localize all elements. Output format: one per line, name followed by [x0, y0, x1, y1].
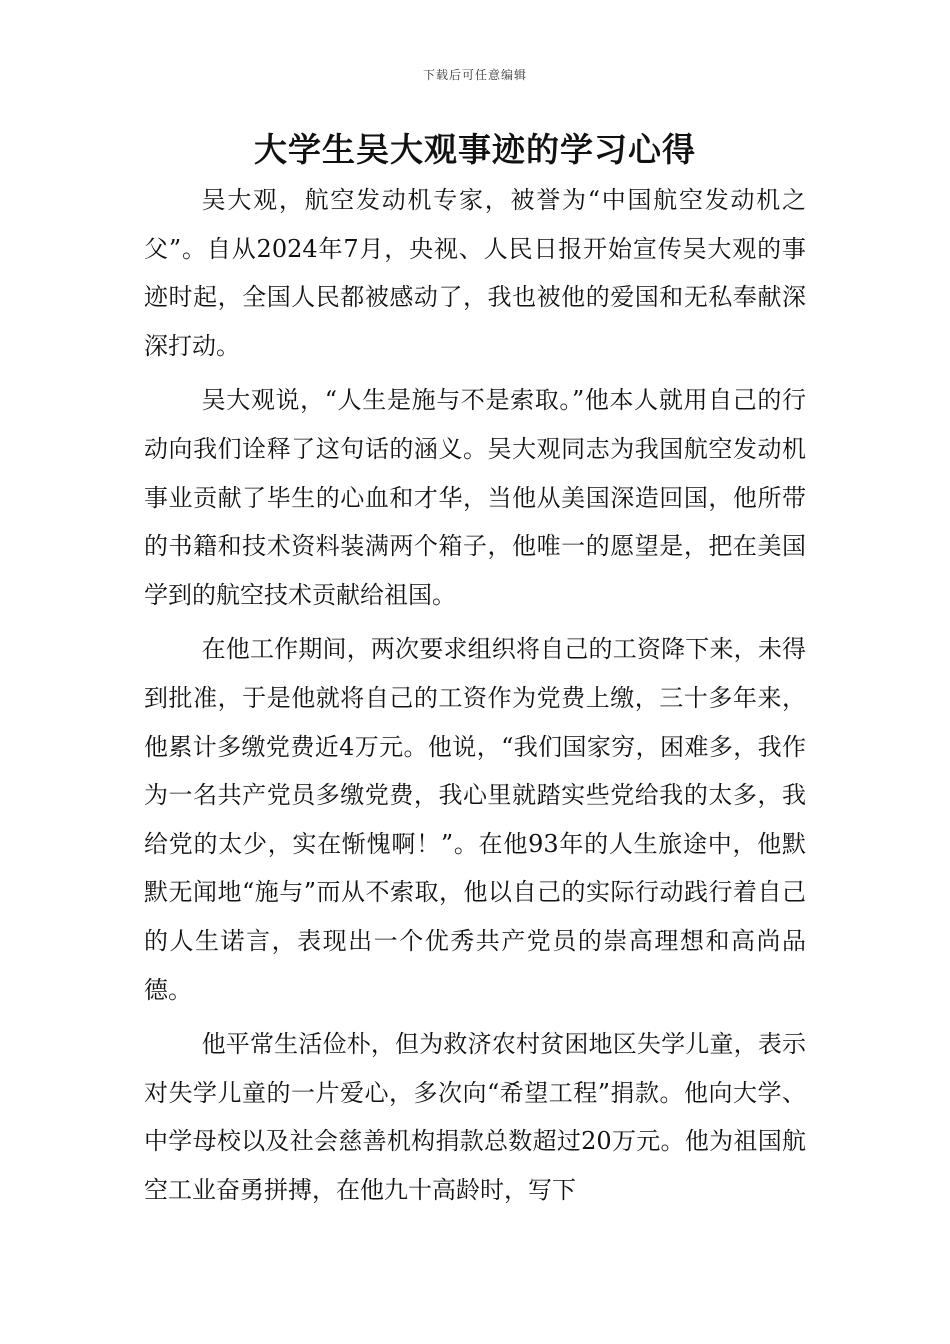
paragraph: 吴大观，航空发动机专家，被誉为“中国航空发动机之父”。自从2024年7月，央视、人民日报开始宣传吴大观的事迹时起，全国人民都被感动了，我也被他的爱国和无私奉献深深打动。 [144, 186, 806, 360]
document-body [144, 176, 806, 1220]
paragraph: 在他工作期间，两次要求组织将自己的工资降下来，未得到批准，于是他就将自己的工资作为党费上缴，三十多年来，他累计多缴党费近4万元。他说，“我们国家穷，困难多，我作为一名共产党员多缴党费，我心里就踏实些党给我的太多，我给党的太少，实在惭愧啊！”。在他93年的人生旅途中，他默默无闻地“施与”而从不索取，他以自己的实际行动践行着自己的人生诺言，表现出一个优秀共产党员的崇高理想和高尚品德。 [144, 635, 806, 1004]
paragraph: 他平常生活俭朴，但为救济农村贫困地区失学儿童，表示对失学儿童的一片爱心，多次向“希望工程”捐款。他向大学、中学母校以及社会慈善机构捐款总数超过20万元。他为祖国航空工业奋勇拼搏，在他九十高龄时，写下 [144, 1030, 806, 1204]
document-title: 大学生吴大观事迹的学习心得 [254, 130, 696, 169]
paragraph: 吴大观说，“人生是施与不是索取。”他本人就用自己的行动向我们诠释了这句话的涵义。吴大观同志为我国航空发动机事业贡献了毕生的心血和才华，当他从美国深造回国，他所带的书籍和技术资料装满两个箱子，他唯一的愿望是，把在美国学到的航空技术贡献给祖国。 [144, 386, 806, 609]
header-note: 下载后可任意编辑 [422, 68, 527, 82]
